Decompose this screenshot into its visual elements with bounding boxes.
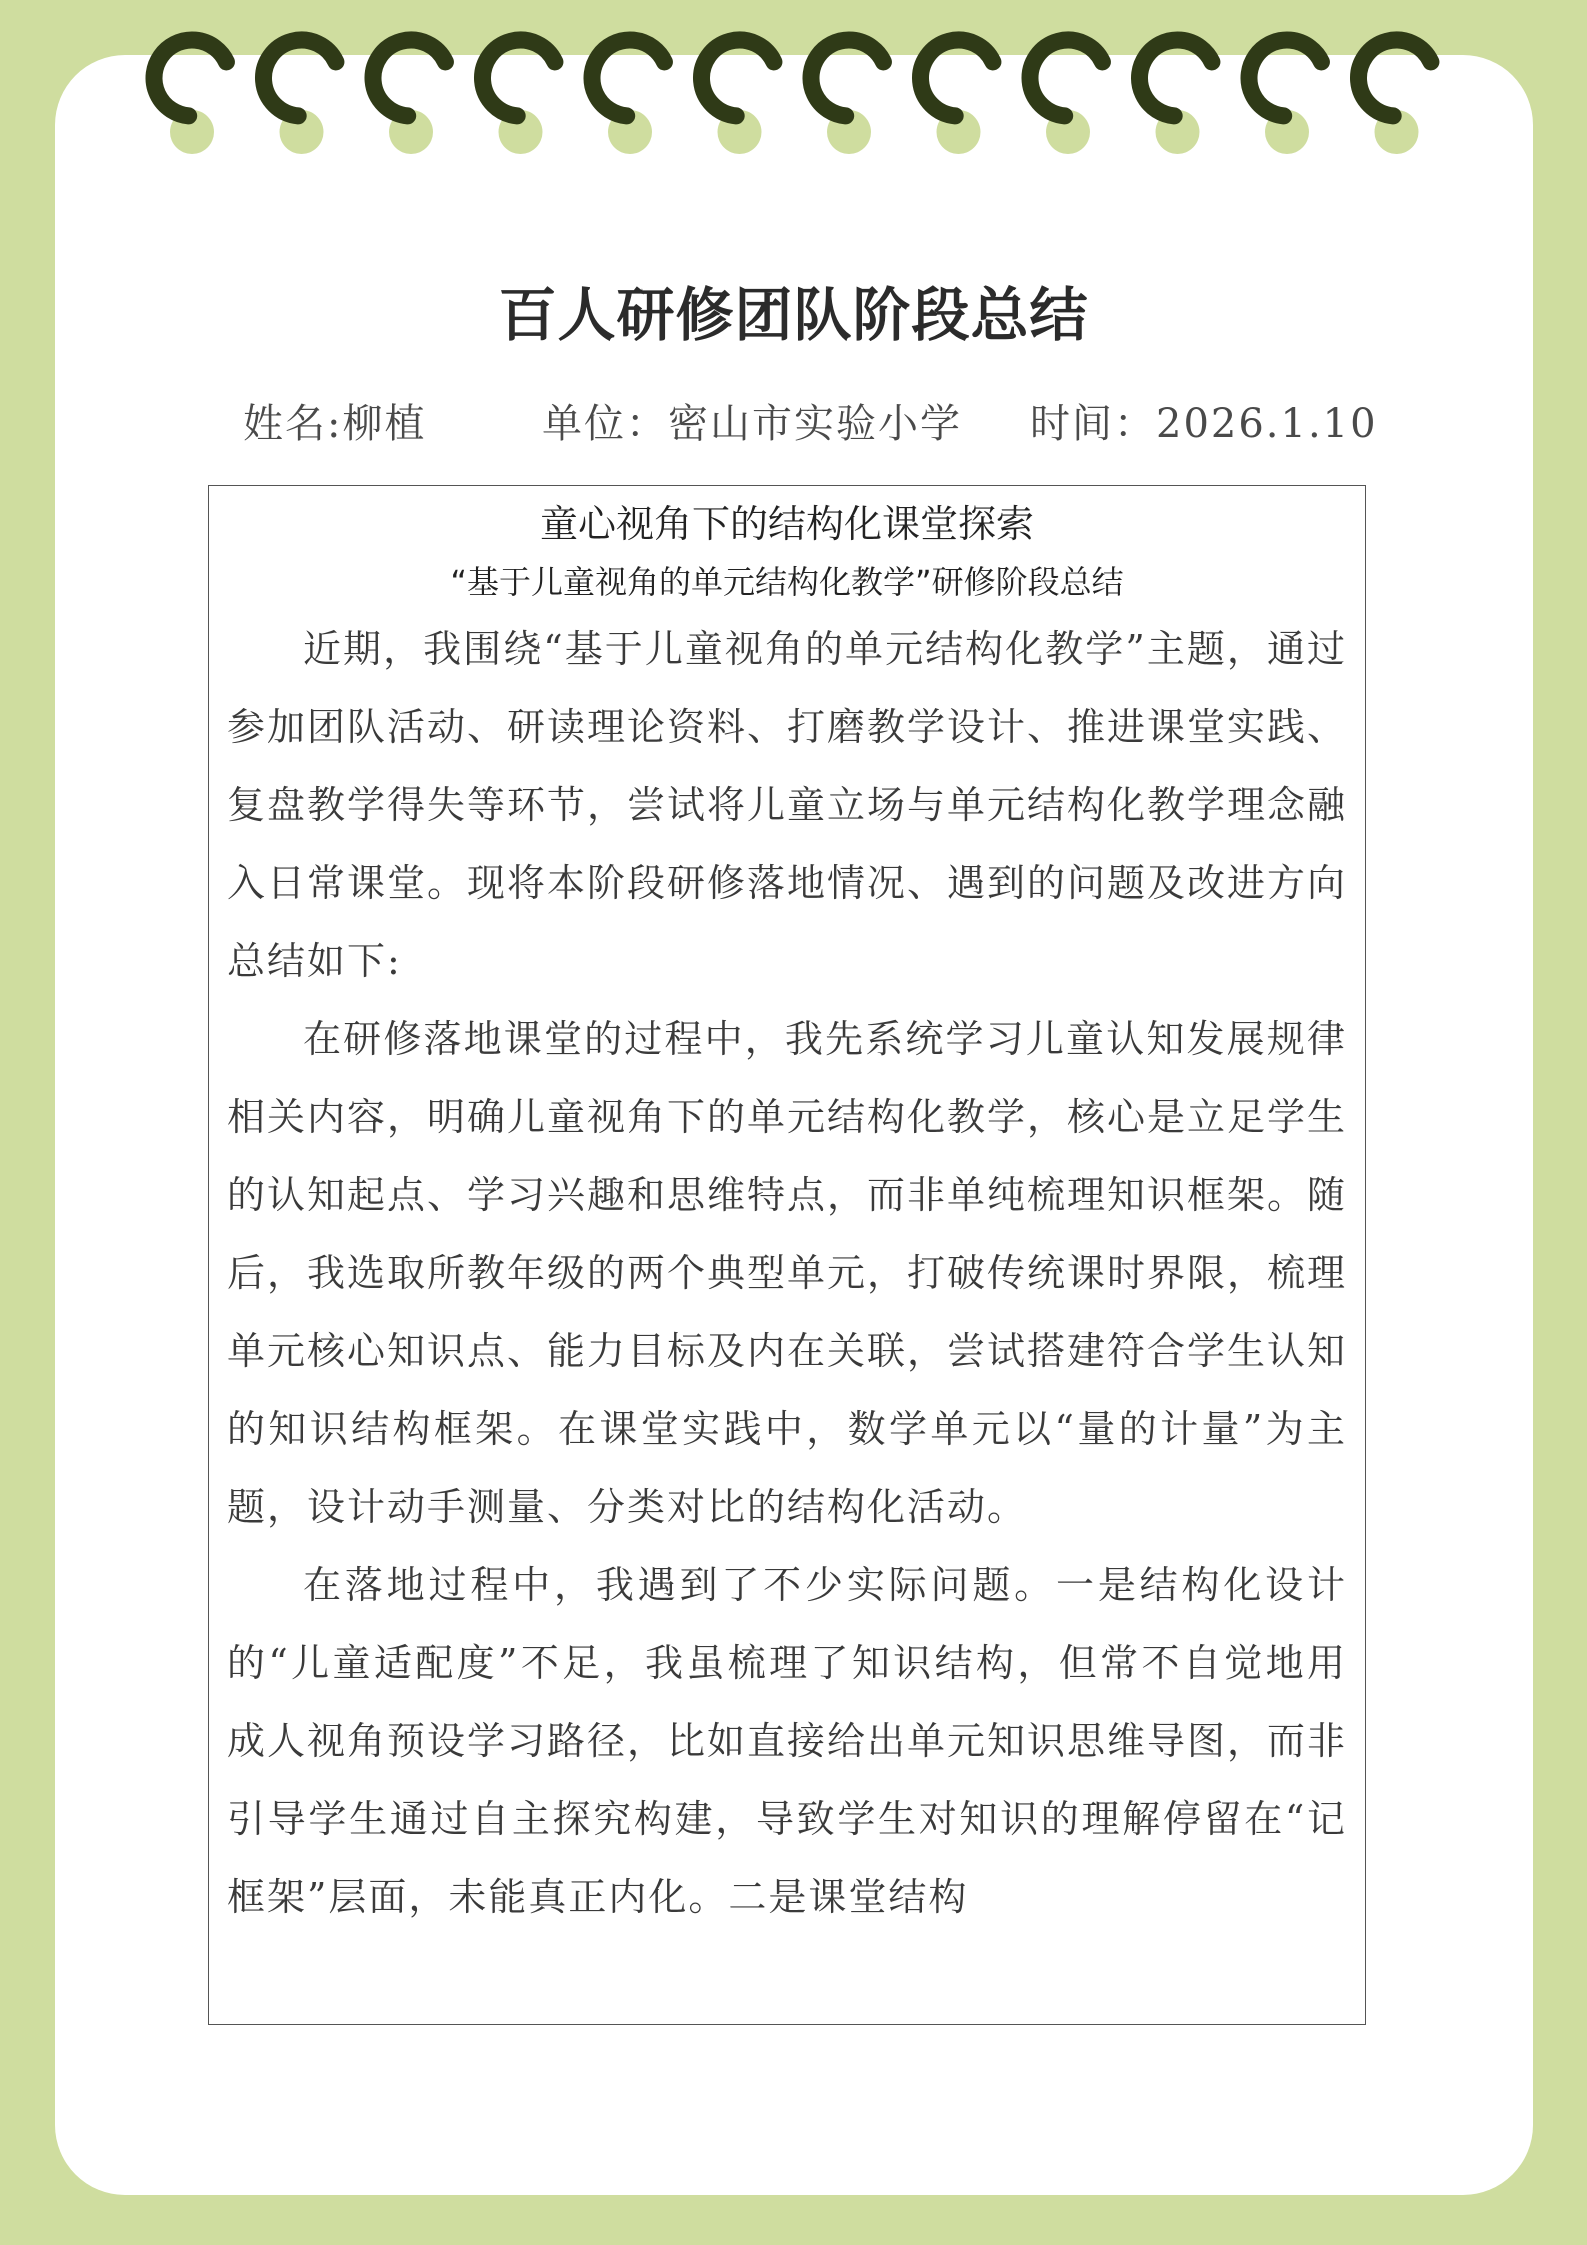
paragraph-1: 近期，我围绕“基于儿童视角的单元结构化教学”主题，通过参加团队活动、研读理论资料、打磨教学设计、推进课堂实践、复盘教学得失等环节，尝试将儿童立场与单元结构化教学理念融入日常课堂。现将本阶段研修落地情况、遇到的问题及改进方向总结如下: xyxy=(227,627,1348,983)
summary-box xyxy=(208,485,1366,2025)
summary-subtitle: “基于儿童视角的单元结构化教学”研修阶段总结 xyxy=(450,563,1124,601)
summary-body xyxy=(209,610,1365,1936)
summary-date: 时间：2026.1.10 xyxy=(1030,401,1378,447)
summary-title: 童心视角下的结构化课堂探索 xyxy=(539,502,1034,546)
page-title: 百人研修团队阶段总结 xyxy=(498,281,1089,349)
author-unit: 单位：密山市实验小学 xyxy=(542,401,962,447)
author-name: 姓名:柳植 xyxy=(243,401,427,447)
paragraph-2: 在研修落地课堂的过程中，我先系统学习儿童认知发展规律相关内容，明确儿童视角下的单元结构化教学，核心是立足学生的认知起点、学习兴趣和思维特点，而非单纯梳理知识框架。随后，我选取所教年级的两个典型单元，打破传统课时界限，梳理单元核心知识点、能力目标及内在关联，尝试搭建符合学生认知的知识结构框架。在课堂实践中，数学单元以“量的计量”为主题，设计动手测量、分类对比的结构化活动。 xyxy=(227,1017,1348,1529)
paragraph-3: 在落地过程中，我遇到了不少实际问题。一是结构化设计的“儿童适配度”不足，我虽梳理了知识结构，但常不自觉地用成人视角预设学习路径，比如直接给出单元知识思维导图，而非引导学生通过自主探究构建，导致学生对知识的理解停留在“记框架”层面，未能真正内化。二是课堂结构 xyxy=(227,1563,1348,1919)
